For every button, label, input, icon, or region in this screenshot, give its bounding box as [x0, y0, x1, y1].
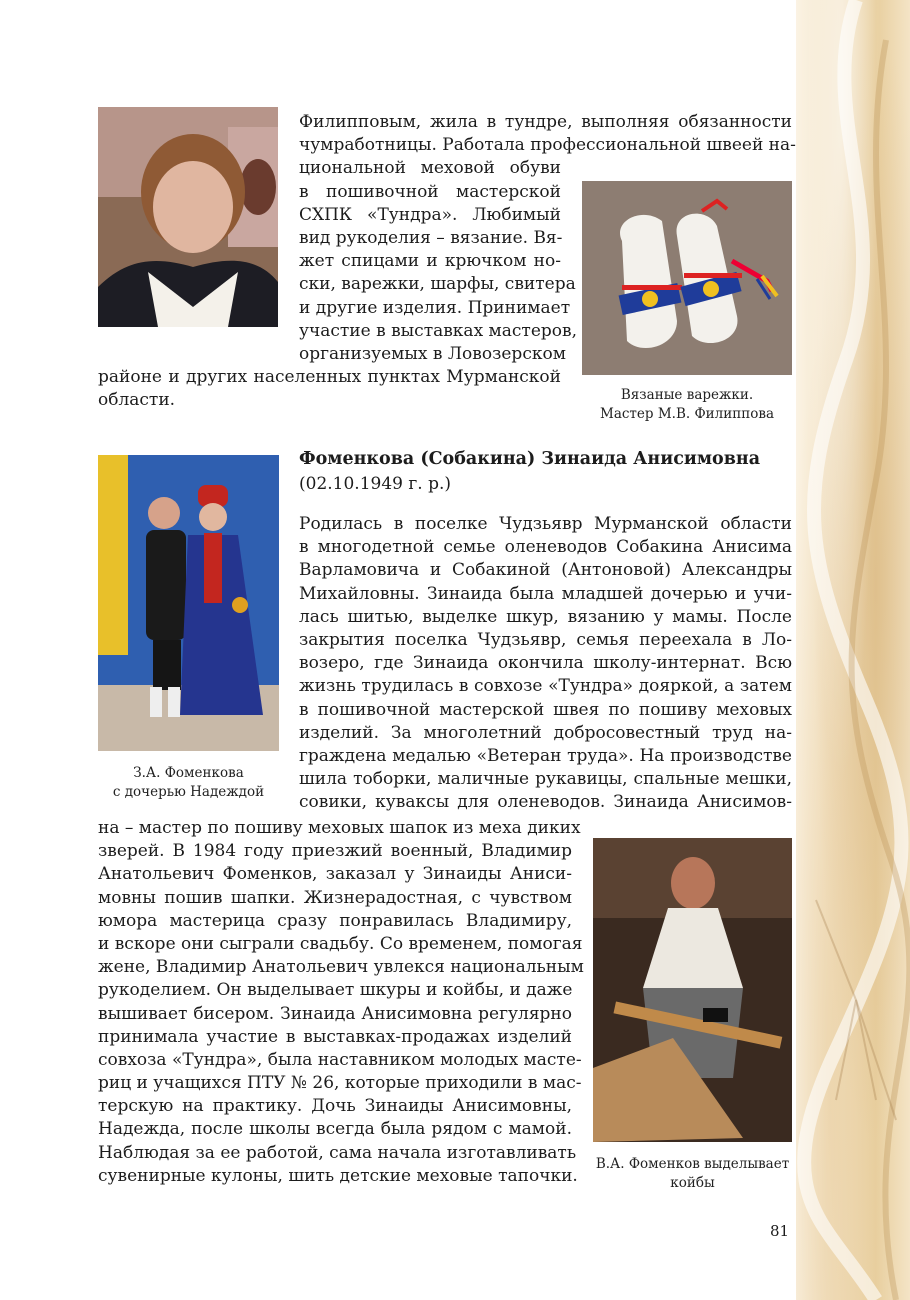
text-line: сувенирные кулоны, шить детские меховые тапочки.: [98, 1165, 578, 1186]
caption-line: с дочерью Надеждой: [112, 784, 265, 800]
paragraph-biography-fomenkova-cont: [98, 817, 584, 1188]
text-line: Анатольевич Фоменков, заказал у Зинаиды Аниси-: [98, 864, 572, 885]
caption-line: койбы: [670, 1175, 715, 1191]
text-line: и вскоре они сыграли свадьбу. Со временем, помогая: [98, 933, 583, 954]
text-line: жизнь трудилась в совхозе «Тундра» дояркой, а затем: [299, 676, 792, 697]
caption-line: Вязаные варежки.: [620, 387, 754, 403]
fomenkova-daughter-photo: [98, 455, 279, 751]
text-line: жене, Владимир Анатольевич увлекся национальным: [98, 957, 584, 978]
text-line: Варламовича и Собакиной (Антоновой) Александры: [299, 560, 792, 581]
text-line: шила тоборки, маличные рукавицы, спальные мешки,: [299, 769, 792, 790]
paragraph-biography-filippova-cont: [98, 366, 561, 412]
text-line: лась шитью, выделке шкур, вязанию у мамы. После: [299, 606, 792, 627]
text-line: ски, варежки, шарфы, свитера: [299, 274, 576, 295]
text-line: Надежда, после школы всегда была рядом с мамой.: [98, 1119, 572, 1140]
text-line: терскую на практику. Дочь Зинаиды Анисимовны,: [98, 1096, 572, 1117]
section-heading: Фоменкова (Собакина) Зинаида Анисимовна: [299, 449, 761, 469]
text-line: в пошивочной мастерской: [299, 181, 561, 202]
caption-line: В.А. Фоменков выделывает: [595, 1156, 790, 1172]
text-line: в многодетной семье оленеводов Собакина Анисима: [299, 537, 792, 558]
text-line: чумработницы. Работала профессиональной швеей на-: [299, 135, 796, 156]
text-line: Филипповым, жила в тундре, выполняя обязанности: [299, 112, 792, 132]
text-line: риц и учащихся ПТУ № 26, которые приходили в мас-: [98, 1073, 582, 1094]
text-line: зверей. В 1984 году приезжий военный, Владимир: [98, 841, 572, 862]
text-line: вид рукоделия – вязание. Вя-: [299, 227, 563, 248]
paragraph-biography-fomenkova: [299, 513, 792, 814]
text-line: области.: [98, 390, 176, 411]
text-line: Наблюдая за ее работой, сама начала изготавливать: [98, 1142, 577, 1163]
text-line: циональной меховой обуви: [299, 158, 561, 179]
text-line: участие в выставках мастеров,: [299, 320, 577, 341]
caption-mittens: [582, 386, 792, 424]
text-line: мовны пошив шапки. Жизнерадостная, с чувством: [98, 887, 572, 908]
paragraph-biography-filippova: [299, 111, 796, 366]
text-line: возеро, где Зинаида окончила школу-интернат. Всю: [299, 653, 792, 674]
text-line: на – мастер по пошиву меховых шапок из меха диких: [98, 818, 581, 838]
page-number: 81: [770, 1222, 790, 1240]
decorative-side-band: [796, 0, 910, 1300]
text-line: Михайловны. Зинаида была младшей дочерью и учи-: [299, 583, 792, 604]
text-line: юмора мастерица сразу понравилась Владимиру,: [98, 910, 572, 931]
text-line: рукоделием. Он выделывает шкуры и койбы, и даже: [98, 980, 573, 1001]
caption-line: З.А. Фоменкова: [133, 765, 244, 781]
text-line: и другие изделия. Принимает: [299, 297, 571, 318]
text-line: Родилась в поселке Чудзьявр Мурманской области: [299, 514, 792, 534]
caption-fomenkova: [98, 764, 279, 802]
vladimir-working-photo: [593, 838, 792, 1142]
birth-date: (02.10.1949 г. р.): [299, 474, 452, 494]
text-line: в пошивочной мастерской швея по пошиву меховых: [299, 699, 792, 720]
caption-line: Мастер М.В. Филиппова: [600, 406, 774, 422]
text-line: жет спицами и крючком но-: [299, 251, 561, 272]
text-line: граждена медалью «Ветеран труда». На производстве: [299, 745, 792, 766]
text-line: организуемых в Ловозерском: [299, 343, 566, 364]
text-line: совики, куваксы для оленеводов. Зинаида Анисимов-: [299, 792, 792, 813]
text-line: изделий. За многолетний добросовестный труд на-: [299, 722, 792, 743]
text-line: принимала участие в выставках-продажах изделий: [98, 1026, 572, 1047]
text-line: закрытия поселка Чудзьявр, семья переехала в Ло-: [299, 629, 792, 650]
caption-vladimir: [593, 1155, 792, 1193]
text-line: вышивает бисером. Зинаида Анисимовна регулярно: [98, 1003, 572, 1024]
text-line: СХПК «Тундра». Любимый: [299, 204, 561, 225]
text-line: районе и других населенных пунктах Мурманской: [98, 367, 561, 387]
portrait-photo: [98, 107, 278, 327]
text-line: совхоза «Тундра», была наставником молодых масте-: [98, 1049, 582, 1070]
